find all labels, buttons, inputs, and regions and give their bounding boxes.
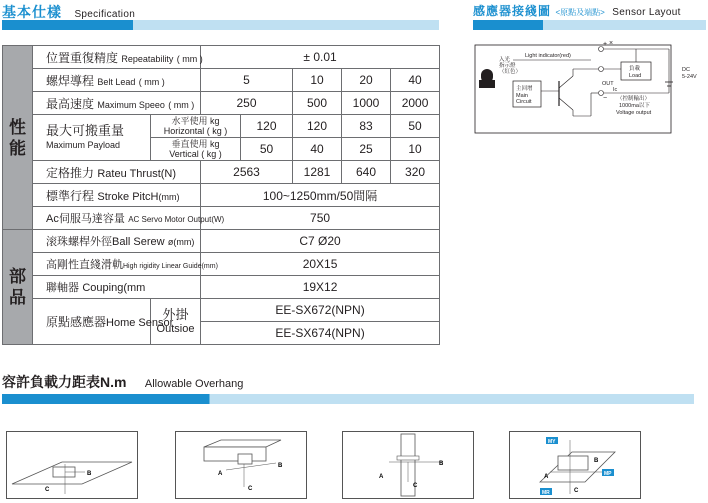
label-my: MY bbox=[548, 439, 556, 445]
transistor-icon bbox=[559, 98, 573, 110]
label-b: B bbox=[439, 461, 444, 467]
indicator-label bbox=[499, 55, 521, 75]
table-row bbox=[3, 69, 440, 92]
payload-horizontal-value: 120 bbox=[241, 115, 293, 138]
overhang-diagram-4 bbox=[509, 431, 641, 499]
home-sensor-sub-label: 外掛 Outsioe bbox=[151, 299, 201, 345]
indicator-zh-line: （紅色） bbox=[499, 69, 522, 75]
label-c: C bbox=[248, 486, 253, 492]
speed-value: 2000 bbox=[391, 92, 440, 115]
home-sensor-value: EE-SX672(NPN) bbox=[201, 299, 440, 322]
load-zh: 負載 bbox=[629, 66, 641, 72]
light-indicator-label: Light indicator(red) bbox=[525, 53, 571, 59]
spec-title-en: Specification bbox=[74, 9, 136, 20]
terminal-plus-icon bbox=[599, 47, 604, 52]
slider-block bbox=[397, 456, 419, 460]
label-mp: MP bbox=[604, 471, 612, 477]
sensor-title-zh: 感應器接綫圖 bbox=[473, 4, 552, 18]
spec-header-bar bbox=[2, 20, 439, 30]
note-current: 1000ma以下 bbox=[619, 103, 650, 109]
repeatability-label: 位置重復精度 Repeatability ( mm ) bbox=[33, 46, 201, 69]
speed-value: 500 bbox=[293, 92, 342, 115]
speed-label: 最高速度 Maximum Speeo ( mm ) bbox=[33, 92, 201, 115]
payload-vertical-value: 40 bbox=[293, 138, 342, 161]
indicator-zh: 入光 bbox=[499, 57, 511, 63]
thrust-label: 定格推力 Rateu Thrust(N) bbox=[33, 161, 201, 184]
speed-value: 1000 bbox=[342, 92, 391, 115]
home-sensor-label: 原點感應器Home Sensor bbox=[33, 299, 151, 345]
spec-header bbox=[2, 2, 135, 22]
label-b: B bbox=[87, 471, 92, 477]
x-label: × bbox=[609, 40, 614, 47]
lead-value: 5 bbox=[201, 69, 293, 92]
sensor-title-en: Sensor Layout bbox=[612, 7, 681, 18]
minus-label: − bbox=[603, 95, 608, 102]
table-row bbox=[3, 92, 440, 115]
overhang-drawing bbox=[176, 432, 306, 498]
label-a: A bbox=[218, 471, 223, 477]
group-parts: 部品 bbox=[3, 230, 33, 345]
plus-label: + bbox=[603, 41, 608, 48]
thrust-value: 640 bbox=[342, 161, 391, 184]
spec-table bbox=[2, 45, 440, 345]
payload-vertical-value: 50 bbox=[241, 138, 293, 161]
label-b: B bbox=[278, 463, 283, 469]
table-row bbox=[3, 276, 440, 299]
label-b: B bbox=[594, 458, 599, 464]
ic-label: Ic bbox=[613, 87, 618, 93]
table-row bbox=[3, 253, 440, 276]
home-sensor-value: EE-SX674(NPN) bbox=[201, 322, 440, 345]
table-row bbox=[3, 115, 440, 138]
sensor-header bbox=[473, 2, 681, 20]
out-label: OUT bbox=[602, 81, 614, 87]
table-row bbox=[3, 207, 440, 230]
lead-label: 螺焊導程 Belt Lead ( mm ) bbox=[33, 69, 201, 92]
table-row bbox=[3, 299, 440, 322]
motor-value: 750 bbox=[201, 207, 440, 230]
payload-horizontal-value: 83 bbox=[342, 115, 391, 138]
rail-shape bbox=[204, 440, 281, 447]
dc-label: DC bbox=[682, 67, 690, 73]
transistor-icon bbox=[559, 76, 573, 88]
thrust-value: 1281 bbox=[293, 161, 342, 184]
overhang-title-zh: 容許負載力距表N.m bbox=[2, 374, 127, 390]
sensor-header-bar bbox=[473, 20, 706, 30]
overhang-drawing bbox=[7, 432, 137, 498]
note-voltage: Voltage output bbox=[616, 110, 652, 116]
terminal-out-icon bbox=[599, 67, 604, 72]
spec-title-zh: 基本仕樣 bbox=[2, 4, 62, 20]
payload-horizontal-value: 50 bbox=[391, 115, 440, 138]
overhang-drawing bbox=[510, 432, 640, 498]
table-row bbox=[3, 46, 440, 69]
sensor-wiring-diagram bbox=[473, 36, 708, 140]
lead-value: 20 bbox=[342, 69, 391, 92]
label-c: C bbox=[574, 488, 579, 494]
label-a: A bbox=[379, 474, 384, 480]
label-c: C bbox=[45, 487, 50, 493]
main-circuit-en1: Main bbox=[516, 93, 528, 99]
emitter-led-base-icon bbox=[479, 80, 495, 88]
guide-value: 20X15 bbox=[201, 253, 440, 276]
payload-horizontal-value: 120 bbox=[293, 115, 342, 138]
overhang-diagram-1 bbox=[6, 431, 138, 499]
thrust-value: 2563 bbox=[201, 161, 293, 184]
note-control: （控制輸出） bbox=[617, 96, 651, 102]
slider-block bbox=[558, 456, 588, 470]
indicator-zh-line: 指示燈 bbox=[499, 63, 516, 69]
table-row bbox=[3, 184, 440, 207]
stroke-value: 100~1250mm/50間隔 bbox=[201, 184, 440, 207]
coupling-value: 19X12 bbox=[201, 276, 440, 299]
screw-label: 滚珠螺桿外徑Ball Serew ø(mm) bbox=[33, 230, 201, 253]
load-en: Load bbox=[629, 73, 642, 79]
voltage-label: 5-24V bbox=[682, 74, 697, 80]
motor-label: Ac伺服马達容量 AC Servo Motor Output(W) bbox=[33, 207, 201, 230]
repeatability-value: ± 0.01 bbox=[201, 46, 440, 69]
rail-side bbox=[204, 447, 266, 461]
payload-horizontal-label: 水平使用 kg Horizontal ( kg ) bbox=[151, 115, 241, 138]
overhang-header-bar bbox=[2, 394, 694, 404]
payload-vertical-value: 25 bbox=[342, 138, 391, 161]
payload-vertical-value: 10 bbox=[391, 138, 440, 161]
lead-value: 40 bbox=[391, 69, 440, 92]
label-mr: MR bbox=[542, 490, 550, 496]
main-circuit-en2: Circuit bbox=[516, 99, 532, 105]
payload-label: 最大可搬重量 Maximum Payload bbox=[33, 115, 151, 161]
guide-label: 高剛性直綫滑軌High rigidity Linear Guide(mm) bbox=[33, 253, 201, 276]
overhang-diagram-2 bbox=[175, 431, 307, 499]
table-row bbox=[3, 230, 440, 253]
table-row bbox=[3, 161, 440, 184]
overhang-title-en: Allowable Overhang bbox=[144, 378, 244, 390]
lead-value: 10 bbox=[293, 69, 342, 92]
speed-value: 250 bbox=[201, 92, 293, 115]
label-c: C bbox=[413, 483, 418, 489]
thrust-value: 320 bbox=[391, 161, 440, 184]
stroke-label: 標準行程 Stroke PitcH(mm) bbox=[33, 184, 201, 207]
slider-block bbox=[238, 454, 252, 464]
group-performance: 性能 bbox=[3, 46, 33, 230]
screw-value: C7 Ø20 bbox=[201, 230, 440, 253]
label-a: A bbox=[544, 474, 549, 480]
overhang-header bbox=[2, 372, 243, 392]
main-circuit-zh: 主回增 bbox=[516, 86, 533, 92]
sensor-subtitle-zh: <原點及端點> bbox=[555, 8, 605, 17]
coupling-label: 聯軸器 Couping(mm bbox=[33, 276, 201, 299]
payload-vertical-label: 垂直使用 kg Vertical ( kg ) bbox=[151, 138, 241, 161]
overhang-drawing bbox=[343, 432, 473, 498]
overhang-diagram-3 bbox=[342, 431, 474, 499]
